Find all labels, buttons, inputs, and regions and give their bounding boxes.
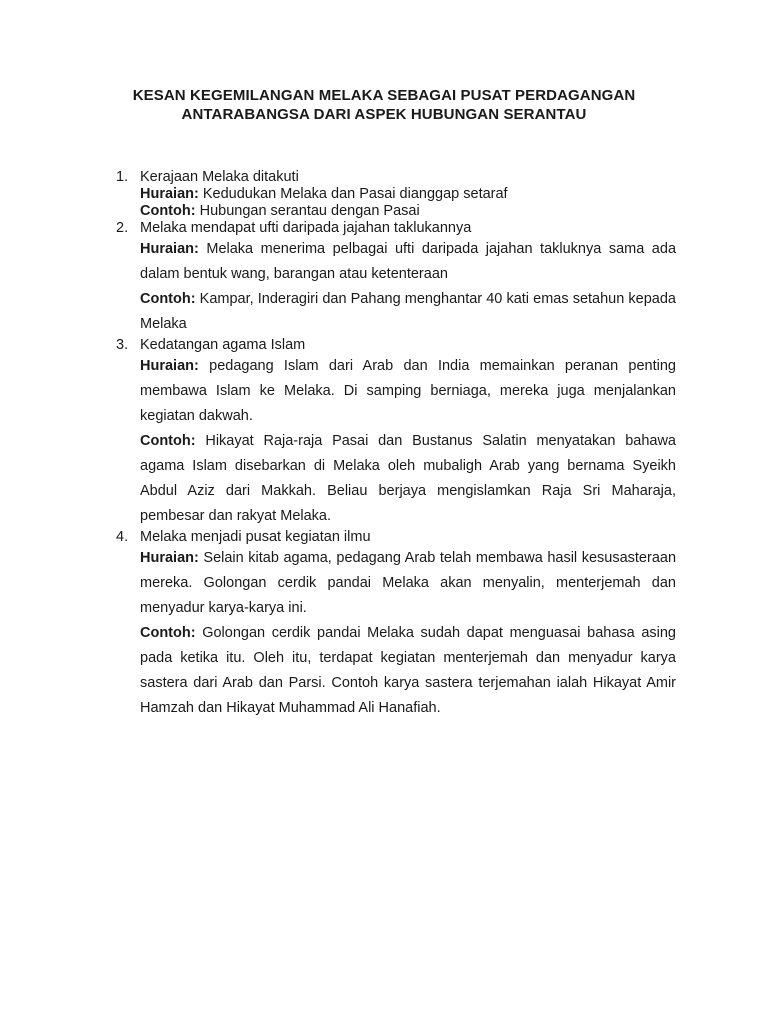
item-number: 3.: [116, 337, 129, 353]
document-title: [100, 86, 668, 124]
title-line-2: ANTARABANGSA DARI ASPEK HUBUNGAN SERANTAU: [181, 106, 587, 123]
list-item: [116, 337, 676, 529]
contoh-label: Contoh:: [140, 433, 196, 449]
contoh-entry: [140, 621, 676, 721]
huraian-text: Selain kitab agama, pedagang Arab telah membawa hasil kesusasteraan mereka. Golongan cerdik pandai Melaka akan menyalin, menterjemah dan menyadur karya-karya ini.: [140, 550, 677, 616]
huraian-label: Huraian:: [140, 241, 199, 257]
contoh-text: Golongan cerdik pandai Melaka sudah dapat menguasai bahasa asing pada ketika itu. Oleh itu, terdapat kegiatan menterjemah dan menyadur karya sastera dari Arab dan Parsi. Contoh karya sastera terjemahan ialah Hikayat Amir Hamzah dan Hikayat Muhammad Ali Hanafiah.: [140, 625, 676, 716]
list-item: [116, 220, 676, 337]
huraian-entry: [140, 354, 676, 429]
contoh-entry: [140, 203, 676, 220]
huraian-text: Melaka menerima pelbagai ufti daripada jajahan takluknya sama ada dalam bentuk wang, barangan atau ketenteraan: [140, 241, 677, 282]
huraian-entry: [140, 186, 676, 203]
contoh-text: Hubungan serantau dengan Pasai: [199, 203, 420, 219]
item-number: 4.: [116, 529, 129, 545]
item-heading: Kerajaan Melaka ditakuti: [140, 169, 299, 185]
list-item: [116, 169, 676, 220]
huraian-label: Huraian:: [140, 186, 199, 202]
item-number: 1.: [116, 169, 129, 185]
item-heading: Melaka mendapat ufti daripada jajahan taklukannya: [140, 220, 472, 236]
item-number: 2.: [116, 220, 129, 236]
contoh-label: Contoh:: [140, 291, 196, 307]
huraian-entry: [140, 237, 676, 287]
contoh-entry: [140, 287, 676, 337]
numbered-list: [116, 169, 676, 721]
title-line-1: KESAN KEGEMILANGAN MELAKA SEBAGAI PUSAT PERDAGANGAN: [132, 87, 636, 104]
list-item: [116, 529, 676, 721]
contoh-text: Hikayat Raja-raja Pasai dan Bustanus Salatin menyatakan bahawa agama Islam disebarkan di Melaka oleh mubaligh Arab yang bernama Syeikh Abdul Aziz dari Makkah. Beliau berjaya mengislamkan Raja Sri Maharaja, pembesar dan rakyat Melaka.: [140, 433, 676, 524]
huraian-label: Huraian:: [140, 550, 199, 566]
huraian-text: Kedudukan Melaka dan Pasai dianggap setaraf: [202, 186, 508, 202]
contoh-label: Contoh:: [140, 203, 196, 219]
huraian-entry: [140, 546, 676, 621]
contoh-label: Contoh:: [140, 625, 196, 641]
item-heading: Kedatangan agama Islam: [140, 337, 306, 353]
item-heading: Melaka menjadi pusat kegiatan ilmu: [140, 529, 371, 545]
huraian-label: Huraian:: [140, 358, 199, 374]
contoh-text: Kampar, Inderagiri dan Pahang menghantar 40 kati emas setahun kepada Melaka: [140, 291, 676, 332]
contoh-entry: [140, 429, 676, 529]
huraian-text: pedagang Islam dari Arab dan India memainkan peranan penting membawa Islam ke Melaka. Di samping berniaga, mereka juga menjalankan kegiatan dakwah.: [140, 358, 676, 424]
